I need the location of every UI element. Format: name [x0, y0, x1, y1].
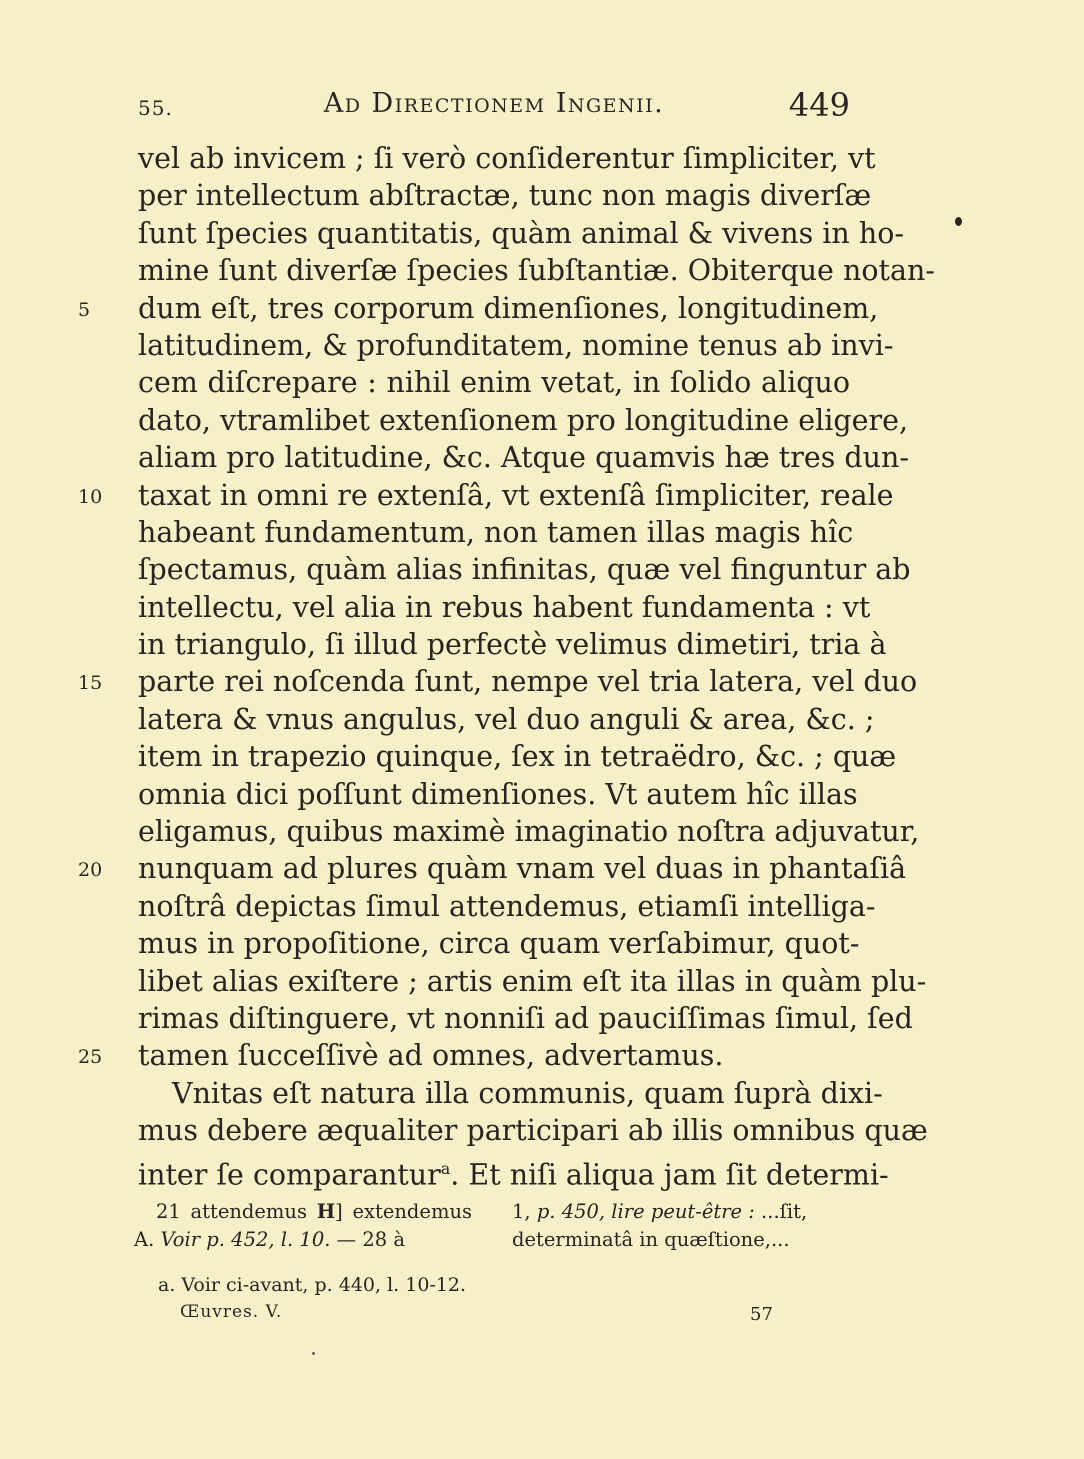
text-line: cem diſcrepare : nihil enim vetat, in ſolido aliquo [138, 366, 850, 400]
text-line: dato, vtramlibet extenſionem pro longitudine eligere, [138, 403, 909, 437]
text-line: 20 nunquam ad plures quàm vnam vel duas in phantaſiâ [138, 850, 850, 887]
text-line: mus in propoſitione, circa quam verſabimur, quot- [138, 927, 860, 961]
text-line: noſtrâ depictas ſimul attendemus, etiamſi intelliga- [138, 889, 876, 923]
text-line: mine ſunt diverſæ ſpecies ſubſtantiæ. Obiterque notan- [138, 254, 935, 288]
note-line: A. Voir p. 452, l. 10. — 28 à [134, 1228, 405, 1251]
signature-mark: Œuvres. V. [180, 1302, 283, 1322]
text-line: intellectu, vel alia in rebus habent fundamenta : vt [138, 590, 871, 624]
text-line: omnia dici poſſunt dimenſiones. Vt autem hîc illas [138, 777, 858, 811]
text-line: aliam pro latitudine, &c. Atque quamvis hæ tres dun- [138, 441, 910, 475]
text-line: libet alias exiſtere ; artis enim eſt ita illas in quàm plu- [138, 964, 927, 998]
line-number: 15 [78, 672, 103, 695]
variant-notes-left [134, 1198, 472, 1254]
text-line: latitudinem, & profunditatem, nomine tenus ab invi- [138, 328, 894, 362]
line-number: 20 [78, 859, 103, 882]
page-number: 449 [788, 86, 850, 124]
ink-speck [955, 217, 962, 226]
running-title: Ad Directionem Ingenii. [323, 88, 665, 119]
text-line: 25 tamen ſucceſſivè ad omnes, advertamus. [138, 1037, 850, 1074]
variant-notes-right [512, 1198, 864, 1254]
text-line: ſunt ſpecies quantitatis, quàm animal & vivens in ho- [138, 216, 904, 250]
running-head [138, 88, 850, 128]
ink-speck [312, 1352, 315, 1355]
paragraph-line: Vnitas eſt natura illa communis, quam ſuprà dixi- [172, 1076, 883, 1110]
note-line: 21 attendemus H] extendemus [156, 1200, 473, 1223]
note-line: determinatâ in quæſtione,... [512, 1228, 790, 1251]
line-number: 5 [78, 298, 91, 321]
text-line: per intellectum abſtractæ, tunc non magis diverſæ [138, 179, 872, 213]
text-line: 5 dum eſt, tres corporum dimenſiones, longitudinem, [138, 290, 850, 327]
line-number: 10 [78, 485, 103, 508]
text-line: 10 taxat in omni re extenſâ, vt extenſâ ſimpliciter, reale [138, 477, 850, 514]
text-line: eligamus, quibus maximè imaginatio noſtra adjuvatur, [138, 815, 920, 849]
text-line: item in trapezio quinque, ſex in tetraëdro, &c. ; quæ [138, 740, 897, 774]
text-line: rimas diſtinguere, vt nonniſi ad pauciſſimas ſimul, ſed [138, 1001, 913, 1035]
paragraph-line: mus debere æqualiter participari ab illis omnibus quæ [138, 1114, 928, 1148]
section-number: 55. [138, 96, 173, 120]
paragraph-line: inter ſe comparantur$^a$. Et niſi aliqua jam ſit determi- [138, 1158, 889, 1192]
footnote: a. Voir ci-avant, p. 440, l. 10-12. [158, 1274, 467, 1296]
main-text [78, 140, 935, 1192]
text-line: habeant fundamentum, non tamen illas magis hîc [138, 515, 854, 549]
text-line: in triangulo, ſi illud perfectè velimus dimetiri, tria à [138, 628, 887, 662]
note-line: 1, p. 450, lire peut-être : ...ſit, [512, 1200, 808, 1223]
text-line: vel ab invicem ; ſi verò conſiderentur ſimpliciter, vt [138, 142, 876, 175]
footnote-marker: a [440, 1158, 451, 1178]
text-line: ſpectamus, quàm alias infinitas, quæ vel finguntur ab [138, 553, 911, 587]
text-line: 15 parte rei noſcenda ſunt, nempe vel tria latera, vel duo [138, 663, 850, 700]
signature-number: 57 [750, 1304, 773, 1325]
line-number: 25 [78, 1046, 103, 1069]
text-line: latera & vnus angulus, vel duo anguli & area, &c. ; [138, 702, 875, 736]
